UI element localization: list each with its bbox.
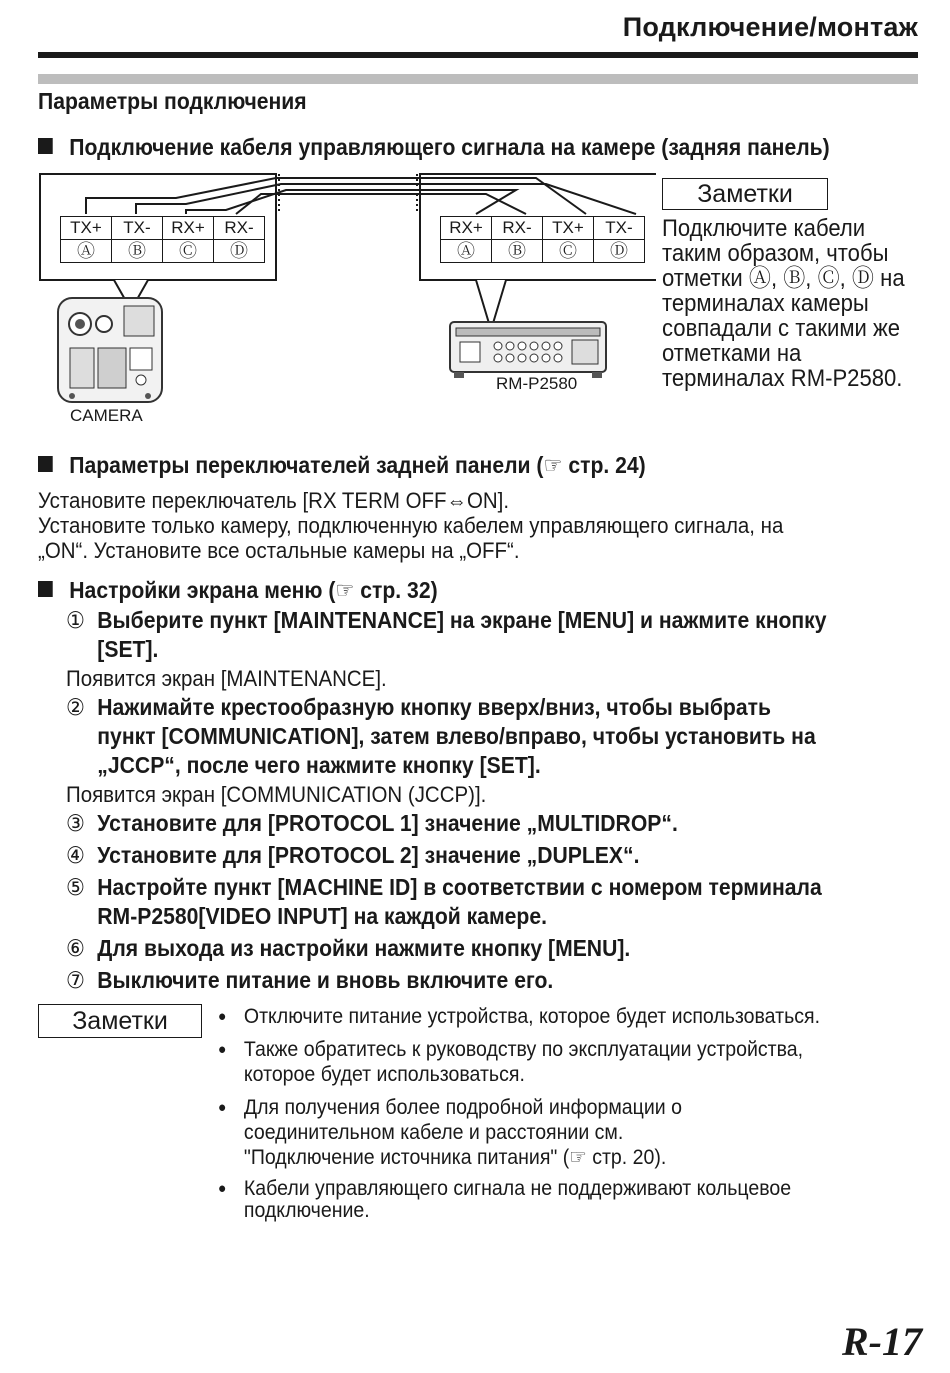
step-5 [66, 873, 827, 931]
camera-terminal-cell [112, 217, 163, 262]
step-line: пункт [COMMUNICATION], затем влево/вправо, чтобы установить на [97, 723, 816, 749]
step-number: ④ [66, 842, 85, 868]
step-number: ⑥ [66, 935, 85, 961]
step-number: ⑤ [66, 874, 85, 900]
camera-terminal-block [60, 216, 265, 263]
square-bullet-icon [38, 456, 53, 472]
terminal-label: TX+ [61, 217, 111, 240]
step-line: Выберите пункт [MAINTENANCE] на экране [MENU] и нажмите кнопку [97, 607, 827, 633]
section-title: Параметры подключения [38, 88, 307, 114]
note-line: ● Кабели управляющего сигнала не поддерживают кольцевое [243, 1177, 792, 1200]
menu-steps [66, 606, 893, 995]
step-line: Для выхода из настройки нажмите кнопку [MENU]. [97, 935, 631, 961]
note-item [216, 1004, 923, 1029]
camera-terminal-cell [214, 217, 264, 262]
square-bullet-icon [38, 138, 53, 154]
note-line: соединительном кабеле и расстоянии см. [243, 1121, 624, 1144]
step-3 [66, 809, 827, 838]
step-line: RM-P2580[VIDEO INPUT] на каждой камере. [97, 903, 547, 929]
header-gray-band [38, 74, 918, 84]
cable-heading-text: Подключение кабеля управляющего сигнала на камере (задняя панель) [69, 134, 830, 160]
step-line: Нажимайте крестообразную кнопку вверх/вниз, чтобы выбрать [97, 694, 771, 720]
note-line: ● Для получения более подробной информации о [243, 1096, 682, 1119]
bottom-notes-list [216, 1004, 923, 1230]
rm-terminal-cell [543, 217, 594, 262]
step-7 [66, 966, 827, 995]
bottom-notes-title: Заметки [38, 1004, 202, 1038]
note-line: ● Также обратитесь к руководству по эксплуатации устройства, [243, 1038, 804, 1061]
step-6 [66, 934, 827, 963]
terminal-label: TX+ [543, 217, 593, 240]
terminal-mark: Ⓑ [128, 241, 146, 261]
note-item [216, 1037, 923, 1087]
rm-p2580-device-drawing [450, 322, 606, 378]
terminal-mark: Ⓐ [77, 241, 95, 261]
cable-section-heading [38, 134, 830, 161]
rm-terminal-block [440, 216, 645, 263]
camera-terminal-cell [163, 217, 214, 262]
rm-terminal-cell [594, 217, 644, 262]
note-item [216, 1095, 923, 1170]
step-2 [66, 693, 827, 780]
switch-section-body [38, 488, 783, 563]
terminal-mark: Ⓓ [230, 241, 248, 261]
camera-label: CAMERA [70, 406, 143, 425]
page-number: R-17 [842, 1319, 922, 1364]
terminal-label: TX- [594, 217, 644, 240]
terminal-label: RX- [492, 217, 542, 240]
switch-heading-text: Параметры переключателей задней панели (☞ стр. 24) [69, 452, 646, 478]
step-number: ① [66, 607, 85, 633]
step-line: Выключите питание и вновь включите его. [97, 967, 554, 993]
note-item [216, 1178, 923, 1222]
terminal-mark: Ⓑ [508, 241, 526, 261]
step-line: „JCCP“, после чего нажмите кнопку [SET]. [97, 752, 541, 778]
body-line: „ON“. Установите все остальные камеры на „OFF“. [38, 538, 520, 563]
terminal-mark: Ⓐ [457, 241, 475, 261]
cable-wires [86, 178, 636, 214]
step-2-result: Появится экран [COMMUNICATION (JCCP)]. [66, 782, 487, 807]
step-1-result: Появится экран [MAINTENANCE]. [66, 666, 387, 691]
device-label: RM-P2580 [496, 374, 578, 393]
step-number: ③ [66, 810, 85, 836]
switch-section-heading [38, 452, 646, 479]
square-bullet-icon [38, 581, 53, 597]
menu-section-heading [38, 577, 438, 604]
note-line: ● Отключите питание устройства, которое будет использоваться. [243, 1005, 821, 1028]
step-line: Настройте пункт [MACHINE ID] в соответствии с номером терминала [97, 874, 822, 900]
camera-terminal-cell [61, 217, 112, 262]
step-1 [66, 606, 827, 664]
terminal-label: TX- [112, 217, 162, 240]
note-line: подключение. [243, 1199, 370, 1222]
rm-terminal-cell [492, 217, 543, 262]
terminal-label: RX- [214, 217, 264, 240]
menu-heading-text: Настройки экрана меню (☞ стр. 32) [69, 577, 438, 603]
terminal-mark: Ⓓ [610, 241, 628, 261]
step-4 [66, 841, 827, 870]
camera-rear-panel-drawing [58, 298, 162, 402]
rm-terminal-cell [441, 217, 492, 262]
wiring-diagram [36, 170, 656, 440]
terminal-label: RX+ [163, 217, 213, 240]
step-number: ② [66, 694, 85, 720]
body-line: Установите только камеру, подключенную кабелем управляющего сигнала, на [38, 513, 784, 538]
page-header-title: Подключение/монтаж [622, 12, 918, 42]
side-notes-text: Подключите кабели таким образом, чтобы отметки Ⓐ, Ⓑ, Ⓒ, Ⓓ на терминалах камеры совпадали с такими же отметками на терминалах RM-P2580. [662, 215, 905, 392]
terminal-mark: Ⓒ [559, 241, 577, 261]
step-line: [SET]. [97, 636, 159, 662]
terminal-label: RX+ [441, 217, 491, 240]
note-line: "Подключение источника питания" (☞ стр. 20). [243, 1146, 667, 1169]
note-line: которое будет использоваться. [243, 1063, 525, 1086]
terminal-mark: Ⓒ [179, 241, 197, 261]
side-notes-title: Заметки [662, 178, 828, 210]
step-number: ⑦ [66, 967, 85, 993]
header-rule [38, 52, 918, 58]
body-line: Установите переключатель [RX TERM OFF⇔ON]. [38, 488, 510, 513]
step-line: Установите для [PROTOCOL 2] значение „DUPLEX“. [97, 842, 640, 868]
step-line: Установите для [PROTOCOL 1] значение „MULTIDROP“. [97, 810, 678, 836]
